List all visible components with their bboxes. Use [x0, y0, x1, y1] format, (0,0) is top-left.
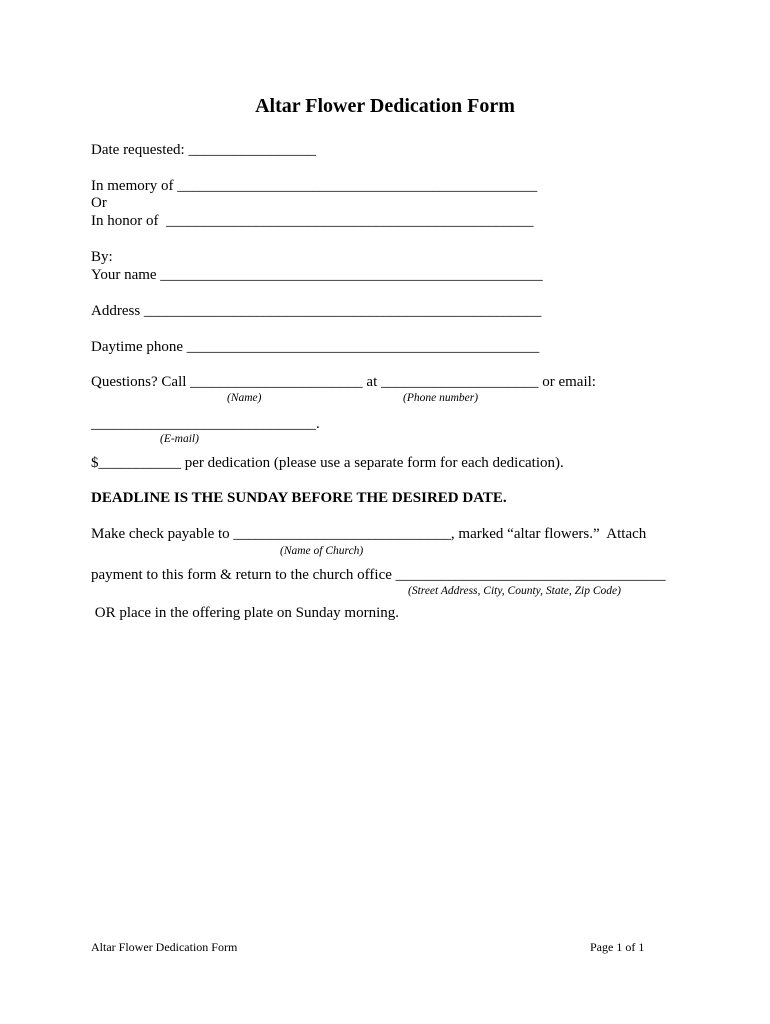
by-label: By:	[91, 249, 113, 265]
dedication-fee-line[interactable]: $___________ per dedication (please use a separate form for each dedication).	[91, 455, 564, 471]
footer-title: Altar Flower Dedication Form	[91, 940, 238, 954]
in-honor-line[interactable]: In honor of _________________________________________________	[91, 213, 534, 229]
caption-email: (E-mail)	[160, 433, 199, 445]
check-payable-line[interactable]: Make check payable to _____________________________, marked “altar flowers.” Attach	[91, 526, 647, 542]
questions-line[interactable]: Questions? Call _______________________ at _____________________ or email:	[91, 374, 596, 390]
or-text: Or	[91, 195, 107, 211]
payment-return-line[interactable]: payment to this form & return to the church office ____________________________________	[91, 567, 666, 583]
footer-page-number: Page 1 of 1	[590, 940, 645, 954]
form-title: Altar Flower Dedication Form	[255, 95, 515, 117]
daytime-phone-line[interactable]: Daytime phone _______________________________________________	[91, 339, 540, 355]
email-line[interactable]: ______________________________.	[91, 416, 320, 432]
in-memory-line[interactable]: In memory of ________________________________________________	[91, 178, 538, 194]
your-name-line[interactable]: Your name ___________________________________________________	[91, 267, 543, 283]
address-line[interactable]: Address _____________________________________________________	[91, 303, 542, 319]
deadline-notice: DEADLINE IS THE SUNDAY BEFORE THE DESIRED DATE.	[91, 490, 507, 506]
date-requested-line[interactable]: Date requested: _________________	[91, 142, 316, 158]
caption-phone: (Phone number)	[403, 392, 479, 404]
caption-address: (Street Address, City, County, State, Zip Code)	[408, 585, 621, 597]
offering-plate-text: OR place in the offering plate on Sunday morning.	[91, 605, 399, 621]
caption-name: (Name)	[227, 392, 262, 404]
caption-church: (Name of Church)	[280, 545, 364, 557]
